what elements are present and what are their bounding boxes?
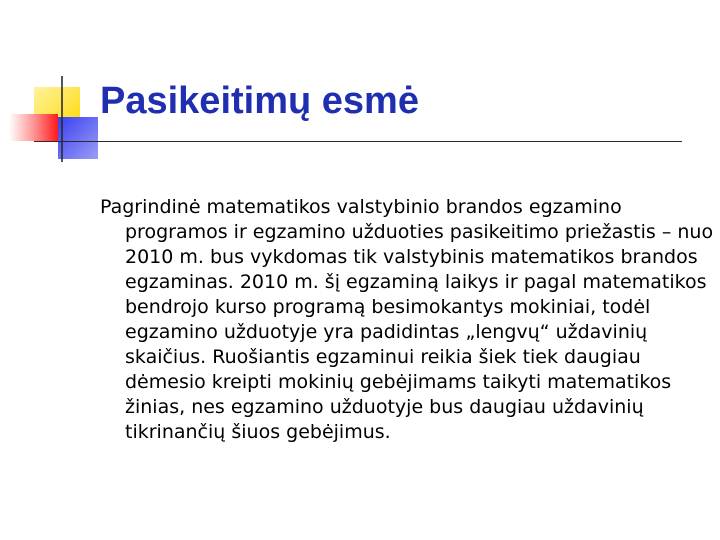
decorative-squares-logo	[0, 0, 110, 170]
title-underline	[34, 141, 682, 142]
blue-square	[58, 117, 98, 159]
body-paragraph: Pagrindinė matematikos valstybinio brandos egzamino programos ir egzamino užduoties pasikeitimo priežastis – nuo 2010 m. bus vykdomas tik valstybinis matematikos brandos egzaminas. 2010 m. šį egzaminą laikys ir pagal matematikos bendrojo kurso programą besimokantys mokiniai, todėl egzamino užduotyje yra padidintas „lengvų“ uždavinių skaičius. Ruošiantis egzaminui reikia šiek tiek daugiau dėmesio kreipti mokinių gebėjimams taikyti matematikos žinias, nes egzamino užduotyje bus daugiau uždavinių tikrinančių šiuos gebėjimus.	[100, 196, 714, 443]
slide-title: Pasikeitimų esmė	[100, 80, 419, 122]
red-square	[9, 114, 58, 141]
